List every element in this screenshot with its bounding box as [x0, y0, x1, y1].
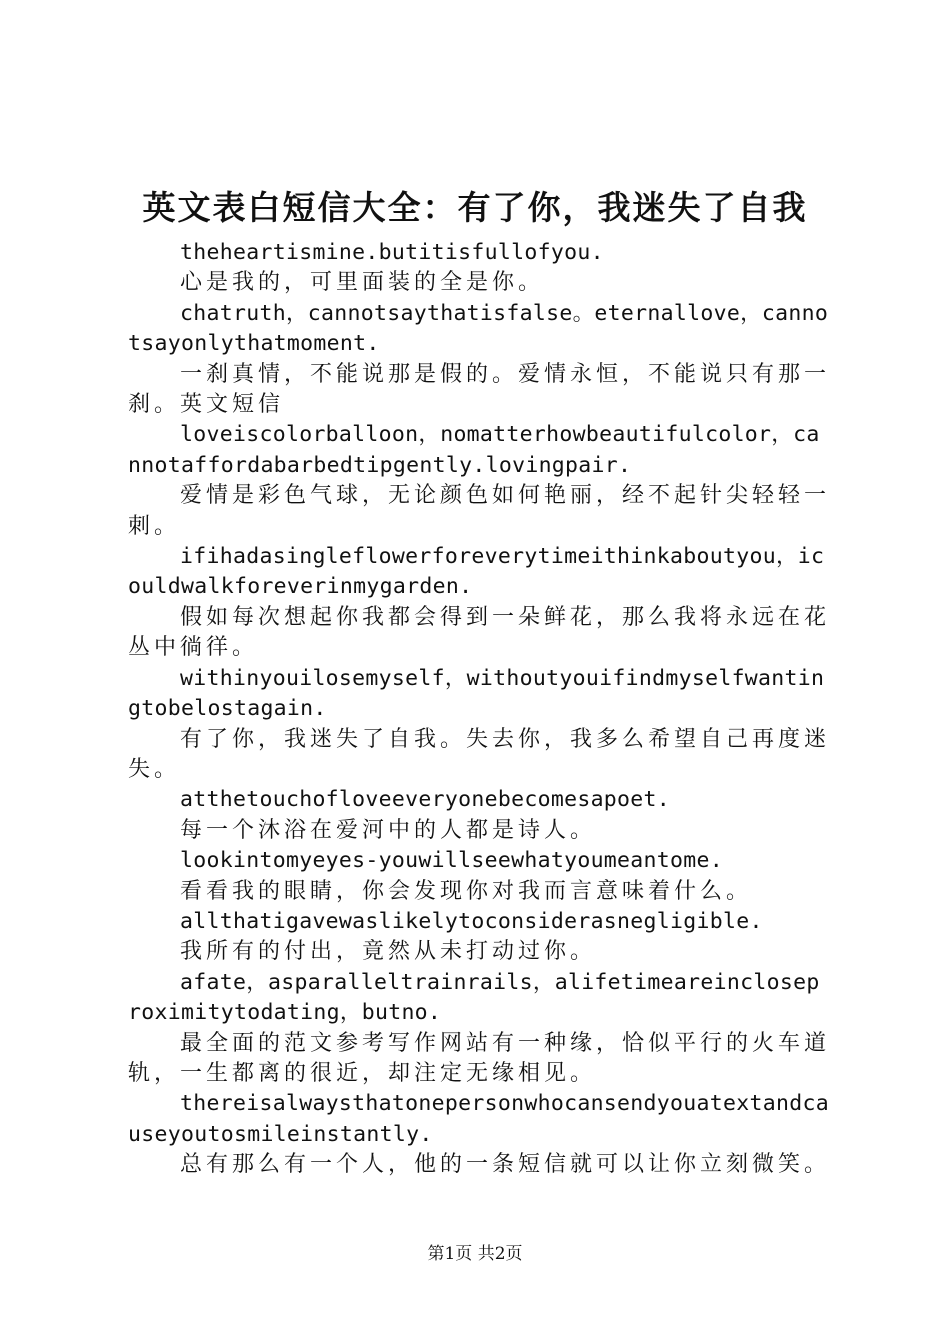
- paragraph-english: withinyouilosemyself，withoutyouifindmyselfwantingtobelostagain.: [128, 665, 825, 722]
- paragraph-english: lookintomyeyes-youwillseewhatyoumeantome.: [180, 848, 724, 874]
- paragraph-english: ifihadasingleflowerforeverytimeithinkaboutyou，icouldwalkforeverinmygarden.: [128, 544, 825, 600]
- paragraph-chinese: 我所有的付出，竟然从未打动过你。: [180, 939, 597, 965]
- paragraph-chinese: 爱情是彩色气球，无论颜色如何艳丽，经不起针尖轻轻一刺。: [128, 483, 831, 539]
- document-title: 英文表白短信大全：有了你，我迷失了自我: [142, 188, 808, 227]
- paragraph-english: atthetouchofloveeveryonebecomesapoet.: [180, 787, 671, 813]
- paragraph-chinese: 假如每次想起你我都会得到一朵鲜花，那么我将永远在花丛中徜徉。: [128, 604, 831, 661]
- paragraph-english: afate，asparalleltrainrails，alifetimeareincloseproximitytodating，butno.: [128, 969, 820, 1026]
- paragraph-chinese: 心是我的，可里面装的全是你。: [180, 270, 545, 296]
- paragraph-english: allthatigavewaslikelytoconsiderasnegligible.: [180, 908, 763, 934]
- page-number-footer: 第1页 共2页: [427, 1244, 523, 1264]
- document-body: [128, 238, 832, 1181]
- paragraph-english: chatruth，cannotsaythatisfalse。eternallove，cannotsayonlythatmoment.: [128, 300, 829, 357]
- paragraph-english: thereisalwaysthatonepersonwhocansendyouatextandcauseyoutosmileinstantly.: [128, 1091, 829, 1147]
- paragraph-chinese: 总有那么有一个人，他的一条短信就可以让你立刻微笑。: [180, 1152, 831, 1178]
- paragraph-chinese: 最全面的范文参考写作网站有一种缘，恰似平行的火车道轨，一生都离的很近，却注定无缘相见。: [128, 1030, 831, 1086]
- paragraph-english: loveiscolorballoon，nomatterhowbeautifulcolor，cannotaffordabarbedtipgently.lovingpair.: [128, 422, 820, 478]
- paragraph-chinese: 有了你，我迷失了自我。失去你，我多么希望自己再度迷失。: [128, 726, 831, 782]
- paragraph-chinese: 看看我的眼睛，你会发现你对我而言意味着什么。: [180, 878, 753, 904]
- paragraph-chinese: 每一个沐浴在爱河中的人都是诗人。: [180, 817, 597, 843]
- paragraph-english: theheartismine.butitisfullofyou.: [180, 240, 604, 265]
- paragraph-chinese: 一刹真情，不能说那是假的。爱情永恒，不能说只有那一刹。英文短信: [128, 361, 831, 418]
